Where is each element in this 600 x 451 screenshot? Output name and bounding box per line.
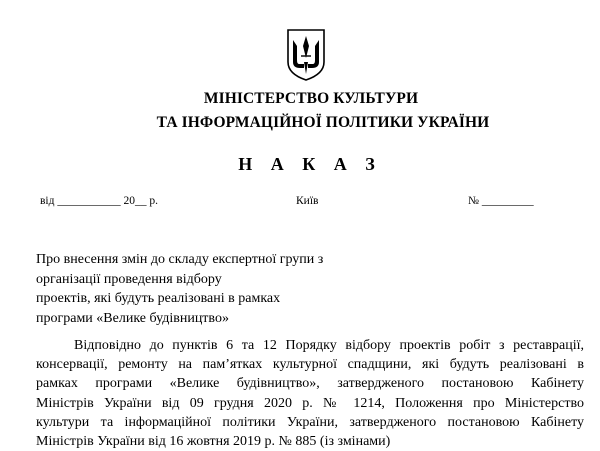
order-subject [36,250,376,328]
trident-icon [284,26,328,82]
preamble-line: консервації, ремонту на пам’ятках культурної спадщини, які будуть реалізовані в [36,357,584,373]
preamble-line: Міністрів України від 16 жовтня 2019 р. № 885 (із змінами) [36,434,391,450]
order-preamble [36,336,584,451]
subject-line: організації проведення відбору [36,271,222,287]
city-label: Київ [296,195,319,207]
preamble-line: культури та інформаційної політики України, затвердженого постановою Кабінету [36,414,584,430]
ministry-name-line-1: МІНІСТЕРСТВО КУЛЬТУРИ [203,90,419,107]
order-title: Н А К А З [238,154,382,174]
subject-line: проектів, які будуть реалізовані в рамках [36,291,281,306]
preamble-line: Міністрів України від 09 грудня 2020 р. № 1214, Положення про Міністерство [36,395,584,411]
subject-line: програми «Велике будівництво» [36,310,229,326]
date-field: від ___________ 20__ р. [40,195,158,207]
ministry-name-line-2: ТА ІНФОРМАЦІЙНОЇ ПОЛІТИКИ УКРАЇНИ [156,114,490,131]
preamble-line: Відповідно до пунктів 6 та 12 Порядку відбору проектів робіт з реставрації, [74,338,584,353]
subject-line: Про внесення змін до складу експертної групи з [36,252,324,267]
number-field: № _________ [468,195,534,207]
preamble-line: рамках програми «Велике будівництво», затвердженого постановою Кабінету [36,376,584,392]
